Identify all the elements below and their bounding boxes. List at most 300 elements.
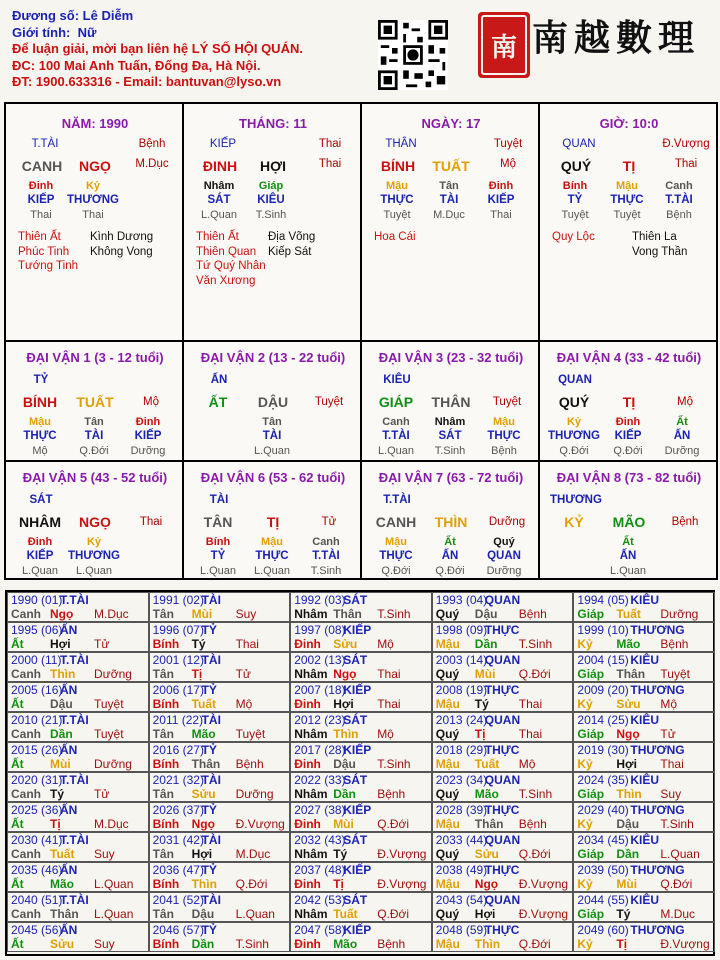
dai-van-branch: THÂN bbox=[431, 394, 471, 410]
year-stem: Bính bbox=[152, 937, 180, 951]
dai-van-branch: MÃO bbox=[612, 514, 646, 530]
year-life-stage: Q.Đới bbox=[660, 877, 693, 891]
year-life-stage: Tuyệt bbox=[235, 727, 266, 741]
year-life-stage: Tử bbox=[94, 637, 110, 651]
hidden-life: L.Quan bbox=[200, 209, 238, 221]
year-ten-god: THƯƠNG bbox=[630, 803, 685, 817]
year-label: 2026 (37) bbox=[152, 803, 204, 817]
year-label: 2040 (51) bbox=[11, 893, 63, 907]
year-branch: Thân bbox=[333, 607, 362, 621]
year-life-stage: M.Dục bbox=[94, 607, 129, 621]
year-stem: Đinh bbox=[294, 817, 321, 831]
year-branch: Tị bbox=[333, 877, 344, 891]
year-cell bbox=[149, 712, 291, 742]
hidden-life: Thai bbox=[82, 209, 104, 221]
dai-van-hidden-god: THƯƠNG bbox=[68, 550, 120, 562]
seal-glyph: 南 bbox=[481, 15, 527, 75]
year-life-stage: Suy bbox=[94, 937, 115, 951]
dai-van-hidden-stem: Kỷ bbox=[86, 536, 102, 548]
year-stem: Ất bbox=[11, 637, 24, 651]
year-label: 2001 (12) bbox=[152, 653, 204, 667]
year-ten-god: ẤN bbox=[60, 623, 78, 637]
year-stem: Tân bbox=[152, 847, 174, 861]
gender-label: Giới tính: bbox=[12, 24, 71, 40]
dai-van-life: Tuyệt bbox=[492, 396, 522, 408]
year-cell bbox=[573, 802, 715, 832]
year-branch: Mùi bbox=[191, 607, 213, 621]
year-ten-god: KIÊU bbox=[630, 593, 660, 607]
year-branch: Thìn bbox=[333, 727, 359, 741]
dai-van-hidden-god: SÁT bbox=[438, 430, 462, 442]
year-label: 1998 (09) bbox=[435, 623, 488, 637]
star-good: Hoa Cái bbox=[374, 231, 416, 243]
year-label: 2023 (34) bbox=[435, 773, 488, 787]
year-ten-god: KIẾP bbox=[343, 803, 372, 817]
year-label: 2013 (24) bbox=[435, 713, 488, 727]
dai-van-branch: TỊ bbox=[622, 394, 636, 410]
year-stem: Giáp bbox=[577, 907, 605, 921]
heaven-stem: ĐINH bbox=[202, 158, 238, 174]
year-stem: Quý bbox=[435, 667, 460, 681]
year-stem: Đinh bbox=[294, 937, 321, 951]
ten-god: THÂN bbox=[385, 138, 417, 150]
year-ten-god: T.TÀI bbox=[60, 773, 89, 787]
year-cell bbox=[290, 832, 432, 862]
year-life-stage: Bệnh bbox=[377, 787, 406, 801]
year-label: 2018 (29) bbox=[435, 743, 488, 757]
hidden-stem: Đinh bbox=[488, 180, 514, 192]
hidden-god: THỰC bbox=[610, 194, 644, 206]
hidden-life: Tuyệt bbox=[383, 209, 411, 221]
year-cell bbox=[573, 712, 715, 742]
year-ten-god: QUAN bbox=[484, 653, 521, 667]
year-life-stage: Dưỡng bbox=[660, 607, 699, 621]
year-branch: Ngọ bbox=[333, 667, 357, 681]
year-stem: Giáp bbox=[577, 787, 605, 801]
dai-van-hidden-god: KIẾP bbox=[134, 430, 162, 442]
year-ten-god: KIẾP bbox=[343, 683, 372, 697]
year-stem: Nhâm bbox=[294, 847, 328, 861]
year-cell bbox=[290, 922, 432, 952]
year-branch: Sửu bbox=[474, 847, 499, 861]
year-life-stage: Đ.Vượng bbox=[660, 937, 710, 951]
year-cell bbox=[7, 622, 149, 652]
year-ten-god: QUAN bbox=[484, 833, 521, 847]
year-life-stage: Đ.Vượng bbox=[377, 847, 427, 861]
year-branch: Tý bbox=[333, 847, 348, 861]
year-branch: Ngọ bbox=[616, 727, 640, 741]
dai-van-hidden-life: L.Quan bbox=[21, 565, 59, 577]
year-life-stage: Suy bbox=[660, 787, 682, 801]
dai-van-hidden-life: Q.Đới bbox=[79, 445, 109, 457]
year-label: 2002 (13) bbox=[294, 653, 346, 667]
year-cell bbox=[290, 682, 432, 712]
year-cell bbox=[432, 832, 574, 862]
dai-van-god: ẤN bbox=[210, 374, 228, 386]
year-life-stage: T.Sinh bbox=[377, 607, 411, 621]
dai-van-life: Mộ bbox=[143, 396, 159, 408]
year-branch: Tị bbox=[191, 667, 203, 681]
year-branch: Sửu bbox=[50, 937, 75, 951]
dai-van-god: THƯƠNG bbox=[550, 494, 602, 506]
dai-van-stem: QUÝ bbox=[558, 394, 590, 410]
hidden-stem: Tân bbox=[439, 180, 459, 192]
year-cell bbox=[149, 622, 291, 652]
year-cell bbox=[290, 592, 432, 622]
year-stem: Giáp bbox=[577, 607, 605, 621]
owner-label: Đương số: bbox=[12, 8, 80, 23]
dai-van-box bbox=[182, 340, 362, 462]
year-cell bbox=[7, 862, 149, 892]
star-bad: Vong Thần bbox=[632, 245, 688, 258]
year-label: 2022 (33) bbox=[294, 773, 346, 787]
year-stem: Ất bbox=[11, 877, 24, 891]
dai-van-branch: TỊ bbox=[266, 514, 280, 530]
year-label: 2008 (19) bbox=[435, 683, 488, 697]
year-label: 2016 (27) bbox=[152, 743, 204, 757]
pillar-box bbox=[360, 102, 540, 342]
year-label: 2004 (15) bbox=[577, 653, 629, 667]
year-ten-god: TỶ bbox=[201, 683, 217, 697]
earth-branch: NGỌ bbox=[79, 158, 111, 174]
star-bad: Thiên La bbox=[632, 231, 677, 243]
year-branch: Tuất bbox=[191, 697, 217, 711]
pillar-title: NĂM: 1990 bbox=[61, 116, 129, 131]
year-label: 1997 (08) bbox=[294, 623, 346, 637]
year-cell bbox=[7, 712, 149, 742]
year-label: 2039 (50) bbox=[577, 863, 629, 877]
year-stem: Kỷ bbox=[577, 937, 593, 951]
year-life-stage: T.Sinh bbox=[518, 787, 553, 801]
dai-van-title: ĐẠI VẬN 6 (53 - 62 tuổi) bbox=[200, 470, 346, 485]
year-label: 2014 (25) bbox=[577, 713, 629, 727]
year-branch: Mùi bbox=[474, 667, 496, 681]
year-ten-god: SÁT bbox=[343, 593, 368, 607]
hidden-god: THỰC bbox=[380, 194, 414, 206]
brand-title: 南越數理 bbox=[532, 17, 701, 59]
year-life-stage: L.Quan bbox=[660, 847, 700, 861]
year-stem: Nhâm bbox=[294, 907, 328, 921]
year-life-stage: M.Dục bbox=[660, 907, 696, 921]
dai-van-god: T.TÀI bbox=[383, 494, 411, 506]
year-branch: Thìn bbox=[616, 787, 642, 801]
year-branch: Sửu bbox=[616, 697, 641, 711]
year-ten-god: SÁT bbox=[343, 893, 368, 907]
year-cell bbox=[149, 802, 291, 832]
year-ten-god: KIẾP bbox=[343, 923, 372, 937]
hidden-life: Thai bbox=[30, 209, 52, 221]
year-cell bbox=[573, 832, 715, 862]
dai-van-hidden-stem: Kỷ bbox=[566, 416, 582, 428]
year-life-stage: Mộ bbox=[518, 757, 536, 771]
year-ten-god: THƯƠNG bbox=[630, 683, 685, 697]
heaven-stem: CANH bbox=[21, 158, 63, 174]
year-life-stage: Q.Đới bbox=[377, 907, 410, 921]
year-branch: Tý bbox=[191, 637, 206, 651]
year-ten-god: T.TÀI bbox=[60, 833, 89, 847]
year-label: 2049 (60) bbox=[577, 923, 629, 937]
year-stem: Nhâm bbox=[294, 607, 328, 621]
dai-van-hidden-life: L.Quan bbox=[377, 445, 415, 457]
year-cell bbox=[149, 922, 291, 952]
year-label: 1993 (04) bbox=[435, 593, 488, 607]
address-line: ĐC: 100 Mai Anh Tuấn, Đống Đa, Hà Nội. bbox=[12, 57, 261, 73]
hidden-life: T.Sinh bbox=[255, 209, 287, 221]
hidden-stem: Giáp bbox=[258, 180, 284, 192]
year-ten-god: QUAN bbox=[484, 893, 521, 907]
year-cell bbox=[432, 892, 574, 922]
year-cell bbox=[149, 772, 291, 802]
year-stem: Đinh bbox=[294, 757, 321, 771]
star-bad: Kiếp Sát bbox=[268, 245, 312, 258]
year-branch: Mão bbox=[50, 877, 74, 891]
year-life-stage: Đ.Vượng bbox=[377, 877, 427, 891]
year-ten-god: THƯƠNG bbox=[630, 923, 685, 937]
year-branch: Thìn bbox=[50, 667, 76, 681]
year-label: 2041 (52) bbox=[152, 893, 204, 907]
year-branch: Dần bbox=[474, 637, 498, 651]
hidden-stem: Mậu bbox=[616, 180, 638, 192]
year-ten-god: ẤN bbox=[60, 803, 78, 817]
dai-van-stem: KỶ bbox=[564, 514, 584, 530]
dai-van-hidden-stem: Mậu bbox=[261, 536, 283, 548]
year-stem: Ất bbox=[11, 697, 24, 711]
year-life-stage: Bệnh bbox=[377, 937, 406, 951]
dai-van-hidden-god: ẤN bbox=[441, 550, 459, 562]
dai-van-title: ĐẠI VẬN 3 (23 - 32 tuổi) bbox=[378, 350, 524, 365]
year-cell bbox=[432, 592, 574, 622]
red-seal bbox=[478, 12, 530, 78]
year-branch: Thân bbox=[474, 817, 504, 831]
year-label: 2007 (18) bbox=[294, 683, 346, 697]
dai-van-title: ĐẠI VẬN 2 (13 - 22 tuổi) bbox=[200, 350, 346, 365]
year-stem: Mậu bbox=[435, 937, 460, 951]
year-stem: Mậu bbox=[435, 817, 460, 831]
hidden-stem: Nhâm bbox=[203, 180, 235, 192]
year-life-stage: Đ.Vượng bbox=[518, 877, 569, 891]
year-life-stage: Tuyệt bbox=[94, 697, 124, 711]
year-cell bbox=[7, 742, 149, 772]
year-cell bbox=[7, 922, 149, 952]
star-good: Tứ Quý Nhân bbox=[196, 260, 266, 272]
hidden-god: SÁT bbox=[207, 194, 231, 206]
year-branch: Mão bbox=[616, 637, 641, 651]
dai-van-hidden-life: Dưỡng bbox=[486, 565, 522, 577]
year-branch: Thân bbox=[616, 667, 646, 681]
hidden-stem: Đinh bbox=[28, 180, 54, 192]
year-life-stage: Q.Đới bbox=[235, 877, 268, 891]
year-life-stage: Bệnh bbox=[518, 607, 547, 621]
year-label: 2010 (21) bbox=[11, 713, 63, 727]
dai-van-god: SÁT bbox=[29, 494, 53, 506]
year-label: 2027 (38) bbox=[294, 803, 346, 817]
year-stem: Mậu bbox=[435, 877, 460, 891]
year-ten-god: TỶ bbox=[201, 803, 217, 817]
life-stage: M.Dục bbox=[135, 158, 169, 170]
year-stem: Đinh bbox=[294, 637, 321, 651]
year-stem: Đinh bbox=[294, 877, 321, 891]
dai-van-hidden-life: L.Quan bbox=[253, 565, 291, 577]
year-ten-god: TÀI bbox=[201, 893, 221, 907]
year-stem: Kỷ bbox=[577, 697, 593, 711]
dai-van-life: Tử bbox=[321, 516, 337, 528]
year-stem: Giáp bbox=[577, 847, 605, 861]
star-good: Thiên Quan bbox=[196, 245, 257, 258]
hidden-god: KIÊU bbox=[257, 194, 285, 206]
year-life-stage: Q.Đới bbox=[518, 667, 551, 681]
year-stem: Canh bbox=[11, 787, 41, 801]
year-stem: Đinh bbox=[294, 697, 321, 711]
dai-van-box bbox=[360, 460, 540, 580]
dai-van-stem: CANH bbox=[375, 514, 417, 530]
dai-van-title: ĐẠI VẬN 4 (33 - 42 tuổi) bbox=[556, 350, 702, 365]
year-branch: Dần bbox=[50, 727, 73, 741]
year-life-stage: L.Quan bbox=[94, 907, 134, 921]
year-branch: Hợi bbox=[333, 697, 354, 711]
year-branch: Tị bbox=[474, 727, 486, 741]
star-bad: Không Vong bbox=[90, 245, 153, 258]
hidden-god: TỶ bbox=[567, 194, 583, 206]
relation: Đ.Vượng bbox=[662, 138, 710, 150]
pillar-box bbox=[538, 102, 718, 342]
year-label: 2005 (16) bbox=[11, 683, 63, 697]
year-branch: Hợi bbox=[191, 847, 213, 861]
year-cell bbox=[290, 802, 432, 832]
star-bad: Kình Dương bbox=[90, 231, 154, 243]
gender-value: Nữ bbox=[77, 24, 97, 40]
year-life-stage: Q.Đới bbox=[518, 847, 551, 861]
year-life-stage: Mộ bbox=[377, 637, 394, 651]
hidden-life: Tuyệt bbox=[613, 209, 641, 221]
dai-van-stem: GIÁP bbox=[378, 394, 414, 410]
dai-van-hidden-stem: Canh bbox=[312, 536, 340, 548]
year-label: 2012 (23) bbox=[294, 713, 346, 727]
year-stem: Tân bbox=[152, 667, 174, 681]
year-stem: Kỷ bbox=[577, 637, 593, 651]
dai-van-hidden-god: KIẾP bbox=[26, 550, 54, 562]
year-ten-god: TỶ bbox=[201, 743, 217, 757]
hidden-god: T.TÀI bbox=[665, 194, 693, 206]
year-cell bbox=[290, 712, 432, 742]
dai-van-god: KIÊU bbox=[383, 374, 411, 386]
year-branch: Dần bbox=[616, 847, 640, 861]
year-label: 2037 (48) bbox=[294, 863, 346, 877]
star-bad: Địa Võng bbox=[268, 231, 316, 243]
dai-van-god: TÀI bbox=[209, 494, 229, 506]
year-branch: Mão bbox=[191, 727, 216, 741]
year-branch: Mão bbox=[333, 937, 358, 951]
year-life-stage: Đ.Vượng bbox=[235, 817, 285, 831]
year-branch: Ngọ bbox=[50, 607, 74, 621]
year-ten-god: TÀI bbox=[201, 593, 221, 607]
dai-van-life: Dưỡng bbox=[488, 516, 526, 528]
year-stem: Nhâm bbox=[294, 727, 328, 741]
year-branch: Tị bbox=[50, 817, 61, 831]
dai-van-branch: THÌN bbox=[434, 514, 468, 530]
dai-van-hidden-god: TÀI bbox=[262, 430, 282, 442]
dai-van-hidden-life: Q.Đới bbox=[613, 445, 643, 457]
dai-van-hidden-god: QUAN bbox=[487, 550, 521, 562]
year-stem: Bính bbox=[152, 817, 180, 831]
year-life-stage: T.Sinh bbox=[518, 637, 553, 651]
year-stem: Nhâm bbox=[294, 787, 328, 801]
hidden-god: KIẾP bbox=[487, 194, 515, 206]
life-stage: Mộ bbox=[500, 158, 516, 170]
year-ten-god: THỰC bbox=[484, 743, 520, 757]
dai-van-life: Thai bbox=[139, 516, 163, 528]
year-label: 2025 (36) bbox=[11, 803, 63, 817]
year-label: 2028 (39) bbox=[435, 803, 488, 817]
year-label: 2046 (57) bbox=[152, 923, 204, 937]
dai-van-title: ĐẠI VẬN 5 (43 - 52 tuổi) bbox=[22, 470, 168, 485]
ten-god: QUAN bbox=[562, 138, 596, 150]
year-branch: Dậu bbox=[191, 907, 215, 921]
year-stem: Canh bbox=[11, 847, 41, 861]
year-label: 2036 (47) bbox=[152, 863, 204, 877]
year-cell bbox=[573, 682, 715, 712]
year-ten-god: THƯƠNG bbox=[630, 863, 685, 877]
year-life-stage: Tuyệt bbox=[660, 667, 690, 681]
year-branch: Dậu bbox=[474, 607, 498, 621]
year-branch: Tuất bbox=[333, 907, 358, 921]
year-stem: Mậu bbox=[435, 697, 460, 711]
year-ten-god: KIẾP bbox=[343, 743, 372, 757]
year-cell bbox=[573, 622, 715, 652]
dai-van-hidden-stem: Đinh bbox=[27, 536, 53, 548]
year-branch: Thân bbox=[50, 907, 79, 921]
dai-van-branch: NGỌ bbox=[79, 514, 111, 530]
year-life-stage: Thai bbox=[660, 757, 684, 771]
year-cell bbox=[7, 802, 149, 832]
year-cell bbox=[573, 742, 715, 772]
year-cell bbox=[432, 742, 574, 772]
year-branch: Mão bbox=[474, 787, 499, 801]
year-branch: Dậu bbox=[333, 757, 356, 771]
year-branch: Ngọ bbox=[474, 877, 499, 891]
year-cell bbox=[290, 862, 432, 892]
year-branch: Thân bbox=[191, 757, 221, 771]
year-ten-god: TÀI bbox=[201, 833, 221, 847]
year-ten-god: THƯƠNG bbox=[630, 623, 685, 637]
year-life-stage: Bệnh bbox=[235, 757, 264, 771]
dai-van-hidden-life: Bệnh bbox=[491, 445, 517, 457]
year-life-stage: Bệnh bbox=[660, 637, 689, 651]
year-life-stage: L.Quan bbox=[235, 907, 275, 921]
dai-van-hidden-god: THỰC bbox=[255, 550, 289, 562]
year-life-stage: L.Quan bbox=[94, 877, 134, 891]
year-label: 2038 (49) bbox=[435, 863, 488, 877]
year-branch: Dậu bbox=[50, 697, 73, 711]
year-ten-god: TỶ bbox=[201, 923, 217, 937]
year-ten-god: TỶ bbox=[201, 623, 217, 637]
year-branch: Mùi bbox=[333, 817, 354, 831]
year-cell bbox=[573, 652, 715, 682]
year-cell bbox=[290, 652, 432, 682]
heaven-stem: QUÝ bbox=[560, 158, 592, 174]
year-ten-god: THƯƠNG bbox=[630, 743, 685, 757]
star-good: Quy Lộc bbox=[552, 231, 595, 243]
header bbox=[12, 8, 303, 91]
year-stem: Quý bbox=[435, 607, 460, 621]
dai-van-hidden-life: T.Sinh bbox=[310, 565, 342, 577]
dai-van-life: Tuyệt bbox=[314, 396, 344, 408]
dai-van-hidden-life: Q.Đới bbox=[381, 565, 411, 577]
year-life-stage: M.Dục bbox=[94, 817, 129, 831]
dai-van-hidden-stem: Mậu bbox=[29, 416, 51, 428]
dai-van-god: QUAN bbox=[558, 374, 592, 386]
dai-van-hidden-life: Q.Đới bbox=[559, 445, 589, 457]
year-label: 2009 (20) bbox=[577, 683, 629, 697]
